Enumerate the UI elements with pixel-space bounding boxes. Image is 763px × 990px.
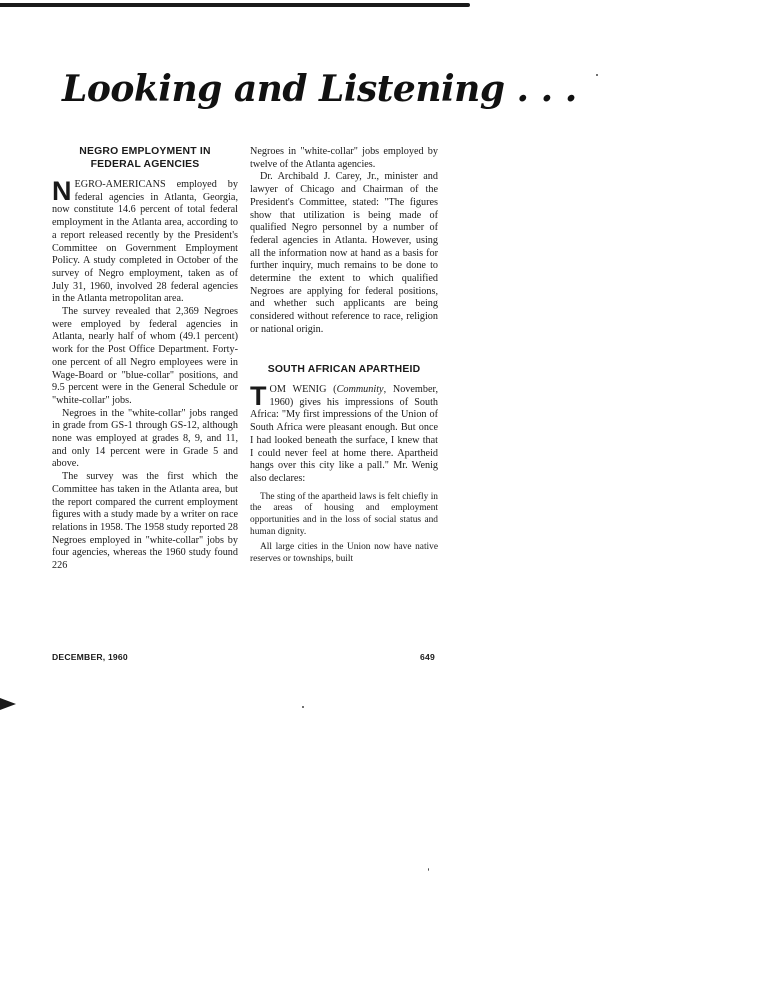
paragraph: Negroes in "white-collar" jobs employed by twelve of the Atlanta agencies.	[250, 146, 438, 170]
paragraph-text: , November, 1960) gives his impressions of South Africa: "My first impressions of the Union of South Africa were pleasant enough. But once I had looked beneath the surface, I knew that I could never feel at home there. Apartheid hangs over this city like a pall." Mr. Wenig also declares:	[250, 384, 438, 484]
quote-paragraph: All large cities in the Union now have native reserves or townships, built	[250, 541, 438, 564]
paragraph: The survey revealed that 2,369 Negroes were employed by federal agencies in Atlanta, nearly half of whom (49.1 percent) work for the Post Office Department. Forty-one percent of all Negro employees were in Wage-Board or "blue-collar" positions, and 9.5 percent were in the General Schedule or "white-collar" jobs.	[52, 306, 238, 406]
drop-cap: T	[250, 381, 267, 412]
source-title: Community	[336, 384, 384, 396]
section-heading-employment: NEGRO EMPLOYMENT IN FEDERAL AGENCIES	[79, 146, 211, 170]
quote-paragraph: The sting of the apartheid laws is felt chiefly in the areas of housing and employment opportunities and in the loss of social status and human dignity.	[250, 491, 438, 538]
paragraph	[52, 176, 238, 306]
page-number: 649	[420, 652, 435, 662]
paragraph-text: OM WENIG (	[269, 384, 337, 396]
footer-date: DECEMBER, 1960	[52, 652, 128, 662]
paragraph: The survey was the first which the Committee has taken in the Atlanta area, but the report compared the current employment figures with a study made by a writer on race relations in 1958. The 1958 study reported 28 Negroes employed in "white-collar" jobs by four agencies, whereas the 1960 study found 226	[52, 471, 238, 572]
drop-cap: N	[52, 176, 72, 206]
paragraph: Negroes in the "white-collar" jobs ranged in grade from GS-1 through GS-12, although none was employed at grades 8, 9, and 11, and only 14 percent were in Grade 5 and above.	[52, 407, 238, 470]
top-rule	[0, 3, 470, 7]
scan-speck	[596, 74, 598, 76]
section-heading-apartheid: SOUTH AFRICAN APARTHEID	[267, 363, 421, 375]
right-column	[250, 146, 438, 569]
binder-mark	[0, 698, 16, 710]
block-quote	[250, 492, 438, 566]
scan-speck	[302, 706, 304, 708]
paragraph-text: EGRO-AMERICANS employed by federal agencies in Atlanta, Georgia, now constitute 14.6 percent of total federal employment in the Atlanta area, according to a report released recently by the President's Committee on Government Employment Policy. A study completed in October of the survey of Negro employment, taken as of July 31, 1960, involved 28 federal agencies in the Atlanta metropolitan area.	[52, 179, 238, 305]
left-column	[52, 146, 238, 573]
paragraph	[250, 381, 438, 486]
paragraph: Dr. Archibald J. Carey, Jr., minister and lawyer of Chicago and Chairman of the President's Committee, stated: "The figures show that utilization is being made of qualified Negro personnel by a number of federal agencies in Atlanta. However, using all the information now at hand as a basis for further inquiry, much remains to be done to determine the extent to which qualified Negroes are applying for federal positions, and whether such applicants are being considered without reference to race, religion or national origin.	[250, 171, 438, 335]
page-headline: Looking and Listening . . .	[62, 68, 577, 110]
scan-speck	[428, 868, 429, 871]
